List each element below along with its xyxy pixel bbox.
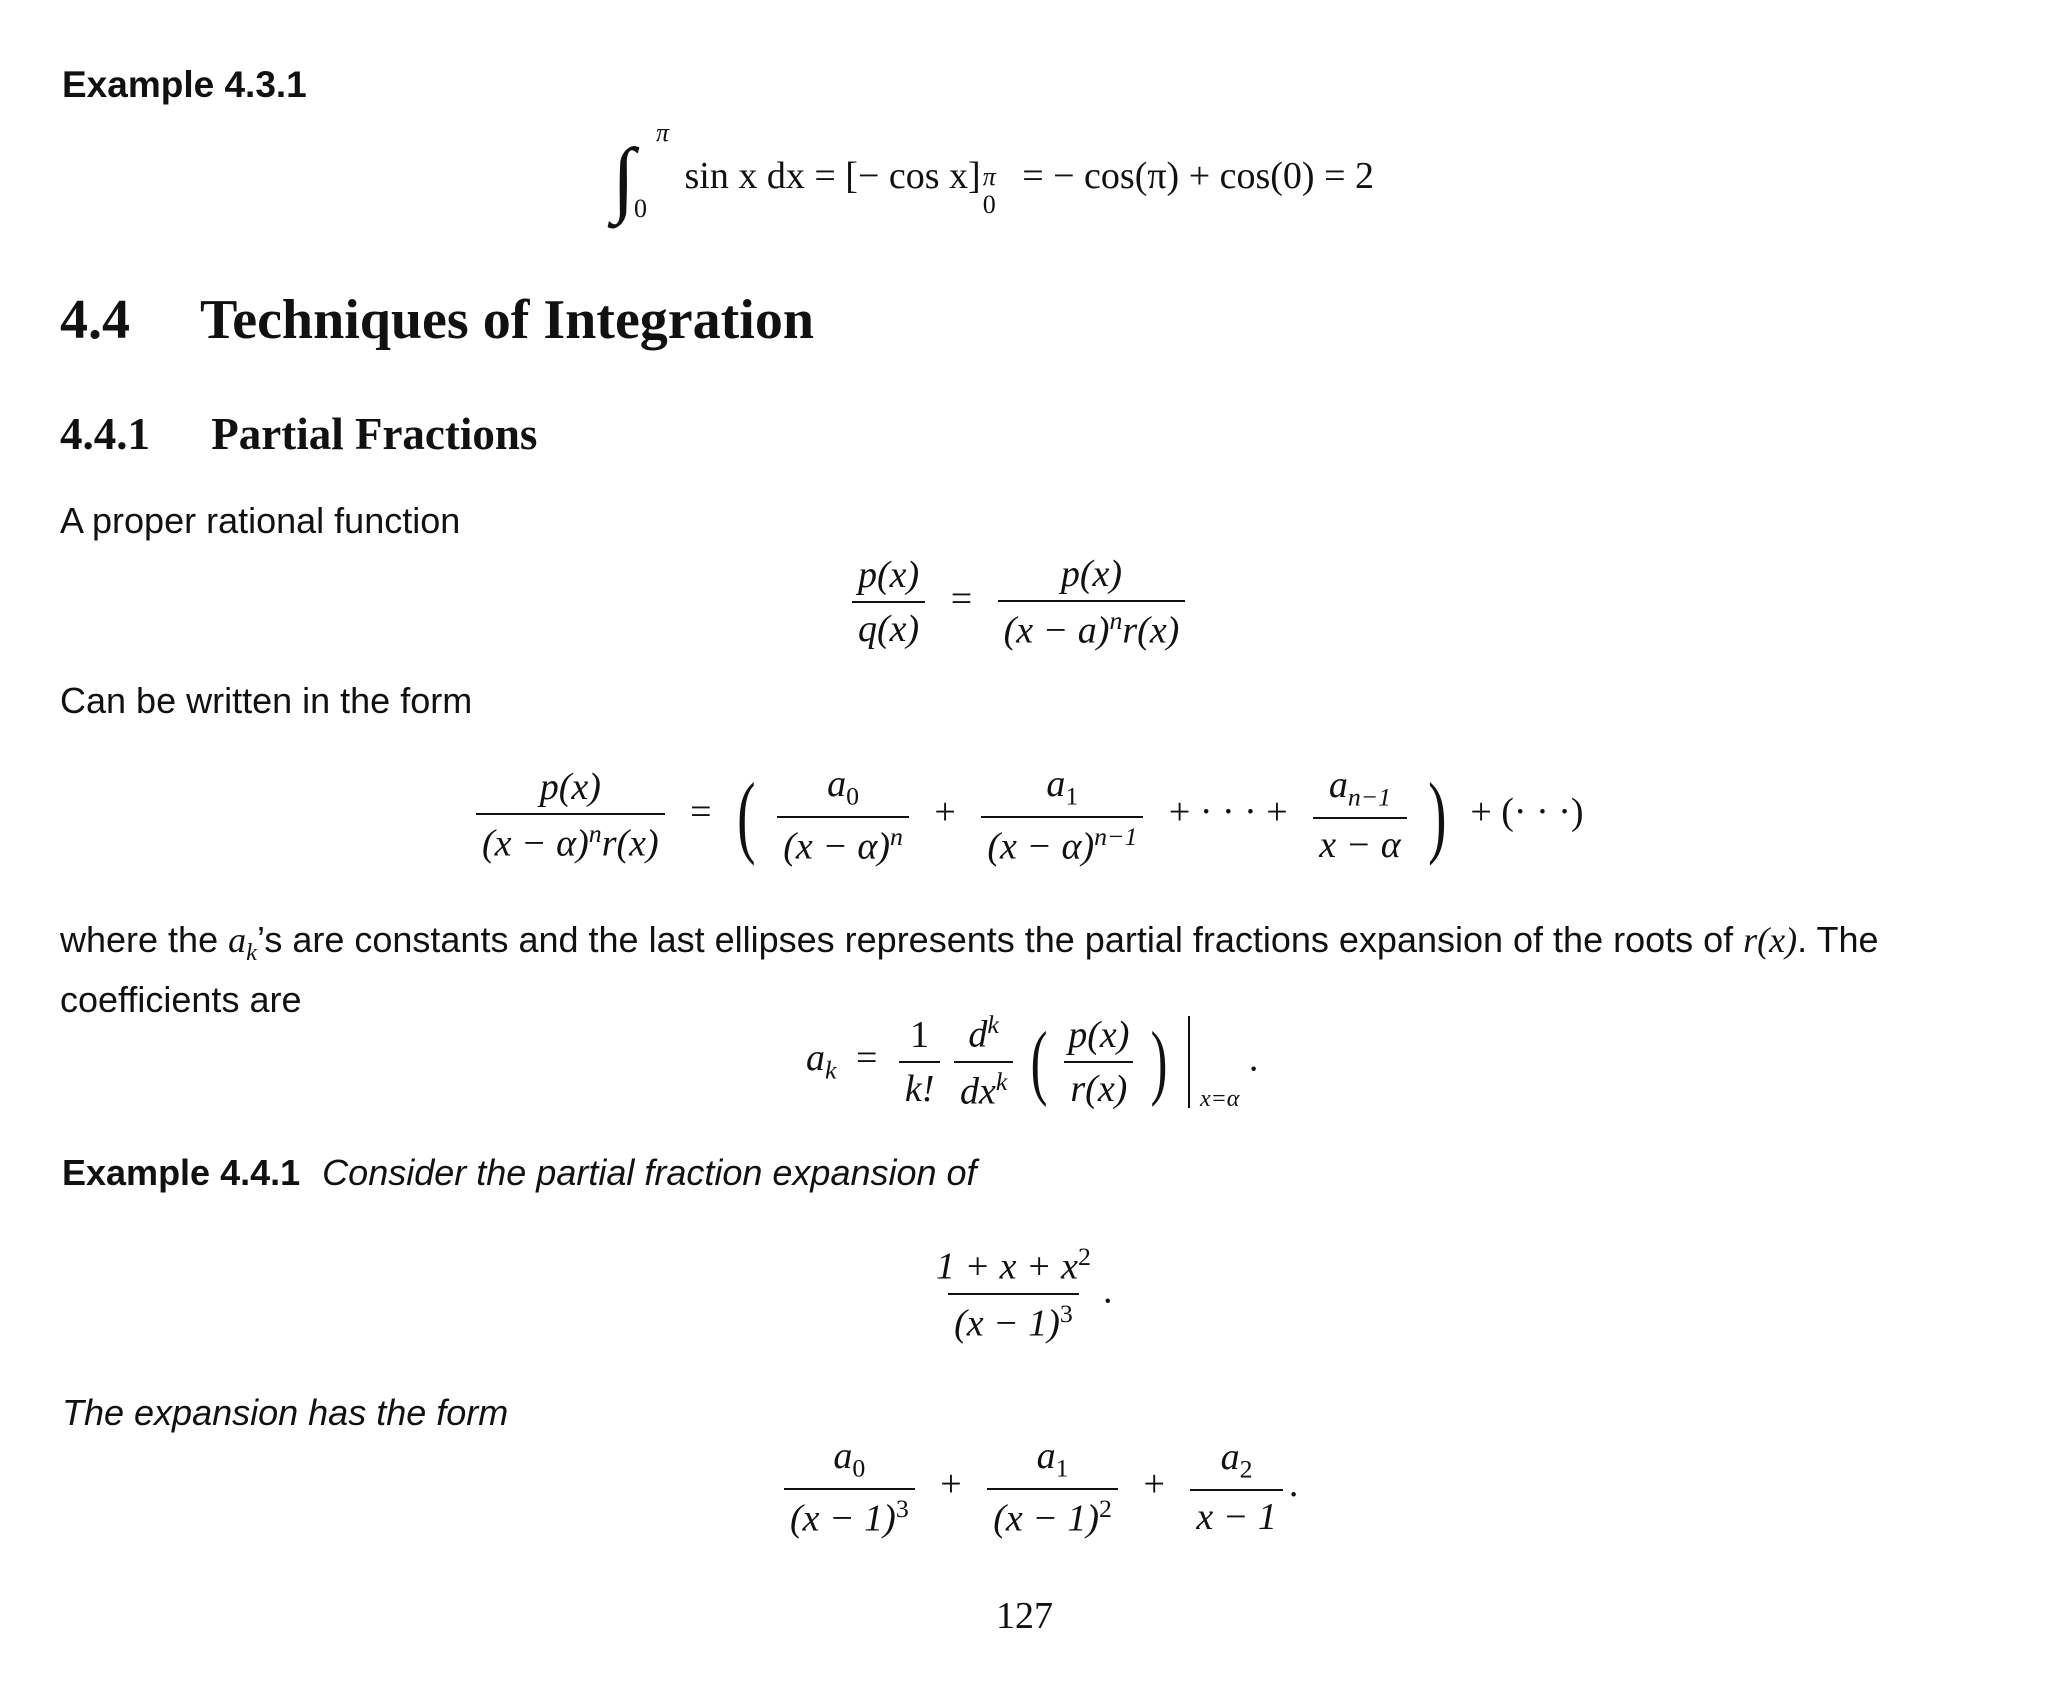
subsection-heading — [60, 408, 537, 460]
integral-lower-limit: 0 — [634, 194, 647, 223]
example-label-4-4-1: Example 4.4.1 — [62, 1152, 301, 1193]
paragraph-proper-rational: A proper rational function — [60, 500, 461, 541]
integral-equation: ∫ π 0 sin x dx = [− cos x] π 0 = − cos(π) + cos(0) = 2 — [612, 118, 1375, 225]
paragraph-coefficients: where the $a_k’s$ are constants and the last ellipses represents the partial fractions expansion of the roots of r(x). The coefficients are — [60, 919, 1879, 1021]
fraction-derivative: $\frac{d^k}{dx^k}$ — [954, 1010, 1013, 1113]
expansion-form-equation: $\frac{a_0}{(x - 1)^3}$ + $\frac{a_1}{(x - 1)^2}$ + $\frac{a_2}{x - 1}$ . — [778, 1434, 1298, 1540]
fraction-p-over-q: $\frac{p(x)}{q(x)}$ — [852, 553, 925, 651]
fraction-a1: $\frac{a_1}{(x - 1)^2}$ — [987, 1434, 1118, 1540]
paragraph-written-form: Can be written in the form — [60, 680, 473, 721]
section-heading — [60, 288, 814, 352]
fraction-example: $\frac{1 + x + x^2}{(x - 1)^3}$ — [936, 1242, 1091, 1345]
evaluation-bar — [1188, 1016, 1190, 1108]
fraction-p-over-factored: $\frac{p(x)}{(x - a)^nr(x)}$ — [998, 552, 1186, 653]
fraction-term-a0: $\frac{a_0}{(x - \alpha)^n}$ — [777, 762, 909, 868]
fraction-term-an1: $\frac{a_{n-1}}{x - \alpha}$ — [1313, 763, 1406, 867]
paragraph-expansion-form: The expansion has the form — [62, 1392, 509, 1433]
partial-fraction-general-form: $\frac{p(x)}{(x - \alpha)^nr(x)}$ = ( $\frac{a_0}{(x - \alpha)^n}$ + $\frac{a_1}{(x - \alpha)^{n-1}}$ + · · · + $\frac{a_{n-1}}{x - \alpha}$ ) + (· · ·) — [470, 762, 1584, 868]
example-label-4-3-1: Example 4.3.1 — [62, 64, 307, 105]
example-text-4-4-1: Consider the partial fraction expansion of — [322, 1152, 977, 1193]
fraction-a2: $\frac{a_2}{x - 1}$ — [1190, 1435, 1283, 1539]
inline-math-ak: $a_k$ — [228, 920, 257, 967]
integral-sign: ∫ — [612, 132, 636, 225]
fraction-lhs: $\frac{p(x)}{(x - \alpha)^nr(x)}$ — [476, 765, 665, 866]
fraction-p-over-r: $\frac{p(x)}{r(x)}$ — [1062, 1013, 1135, 1111]
subsection-title: Partial Fractions — [211, 409, 538, 459]
left-paren: ( — [737, 764, 756, 867]
integral-body: sin x dx = [− cos x] — [684, 155, 981, 197]
rational-function-equation: $\frac{p(x)}{q(x)}$ = $\frac{p(x)}{(x - a)^nr(x)}$ — [846, 552, 1191, 653]
integral-upper-limit: π — [656, 118, 670, 147]
example-4-4-1 — [62, 1152, 977, 1194]
coefficient-formula: $a_k$ = $\frac{1}{k!}$ $\frac{d^k}{dx^k}$ ( $\frac{p(x)}{r(x)}$ ) $_{x=\alpha}$ . — [806, 1010, 1259, 1113]
fraction-a0: $\frac{a_0}{(x - 1)^3}$ — [784, 1434, 915, 1540]
page-number: 127 — [996, 1595, 1053, 1637]
ak-lhs: $a_k$ — [806, 1037, 837, 1085]
section-number: 4.4 — [60, 289, 130, 351]
subsection-number: 4.4.1 — [60, 409, 150, 459]
integral-result: = − cos(π) + cos(0) = 2 — [1022, 155, 1375, 197]
fraction-one-over-kfact: $\frac{1}{k!}$ — [899, 1013, 941, 1111]
inline-math-rx: r(x) — [1743, 920, 1798, 960]
fraction-term-a1: $\frac{a_1}{(x - \alpha)^{n-1}}$ — [981, 762, 1143, 868]
evaluation-point: x=α — [1199, 1086, 1240, 1113]
right-paren: ) — [1428, 764, 1447, 867]
section-title: Techniques of Integration — [200, 289, 815, 351]
example-rational-expression: $\frac{1 + x + x^2}{(x - 1)^3}$ . — [924, 1242, 1112, 1345]
